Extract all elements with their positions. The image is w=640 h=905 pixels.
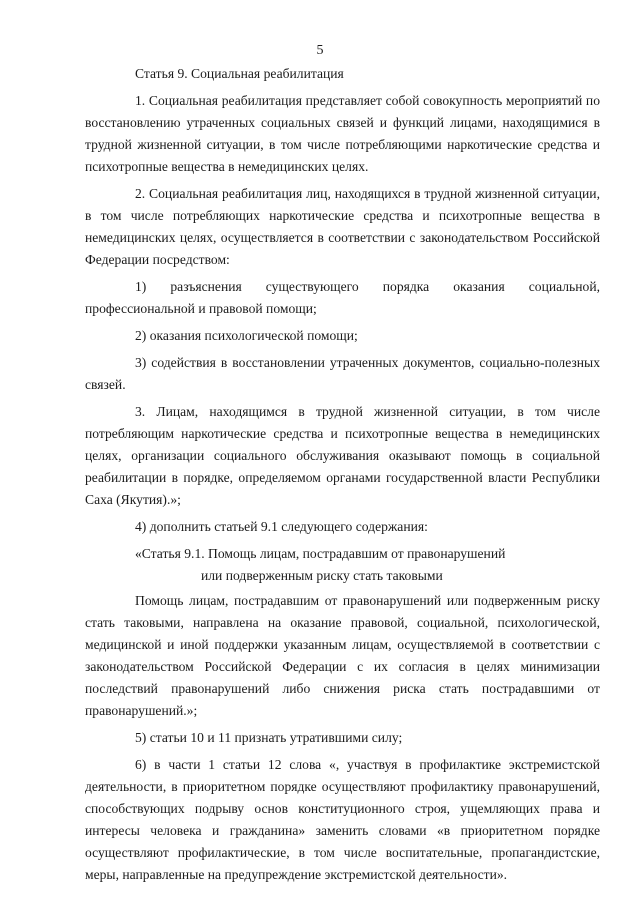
article-9-paragraph-1: 1. Социальная реабилитация представляет собой совокупность мероприятий по восстановлению утраченных социальных связей и функций лицами, находящимися в трудной жизненной ситуации, в том числе потребляющими наркотические средства и психотропные вещества в немедицинских целях.: [85, 93, 600, 174]
article-9-paragraph-3: 3. Лицам, находящимся в трудной жизненной ситуации, в том числе потребляющим наркотические средства и психотропные вещества в немедицинских целях, организации социального обслуживания оказывают помощь в социальной реабилитации в порядке, определяемом органами государственной власти Республики Саха (Якутия).»;: [85, 404, 600, 507]
article-9-1-title-line-1: «Статья 9.1. Помощь лицам, пострадавшим от правонарушений: [135, 546, 506, 561]
document-body: [85, 63, 600, 886]
article-9-1-body: Помощь лицам, пострадавшим от правонарушений или подверженным риску стать таковыми, направлена на оказание правовой, социальной, психологической, медицинской и иной поддержки указанным лицам, осуществляемой в соответствии с законодательством Российской Федерации с их согласия в целях минимизации последствий правонарушений либо снижения риска стать пострадавшими от правонарушений.»;: [85, 593, 600, 718]
amendment-4-intro: 4) дополнить статьей 9.1 следующего содержания:: [135, 519, 428, 534]
page-number: 5: [316, 43, 324, 58]
article-9-item-1: 1) разъяснения существующего порядка оказания социальной, профессиональной и правовой помощи;: [85, 279, 600, 316]
article-9-item-3: 3) содействия в восстановлении утраченных документов, социально-полезных связей.: [85, 355, 600, 392]
article-9-1-title-line-2: или подверженным риску стать таковыми: [201, 568, 443, 583]
amendment-6: 6) в части 1 статьи 12 слова «, участвуя в профилактике экстремистской деятельности, в приоритетном порядке осуществляют профилактику правонарушений, способствующих подрыву основ конституционного строя, ущемляющих права и интересы человека и гражданина» заменить словами «в приоритетном порядке осуществляют профилактические, в том числе воспитательные, пропагандистские, меры, направленные на предупреждение экстремистской деятельности».: [85, 757, 600, 882]
article-9-item-2: 2) оказания психологической помощи;: [135, 328, 358, 343]
article-9-heading: Статья 9. Социальная реабилитация: [135, 66, 344, 81]
article-9-paragraph-2: 2. Социальная реабилитация лиц, находящихся в трудной жизненной ситуации, в том числе потребляющих наркотические средства и психотропные вещества в немедицинских целях, осуществляется в соответствии с законодательством Российской Федерации посредством:: [85, 186, 600, 267]
amendment-5: 5) статьи 10 и 11 признать утратившими силу;: [135, 730, 403, 745]
